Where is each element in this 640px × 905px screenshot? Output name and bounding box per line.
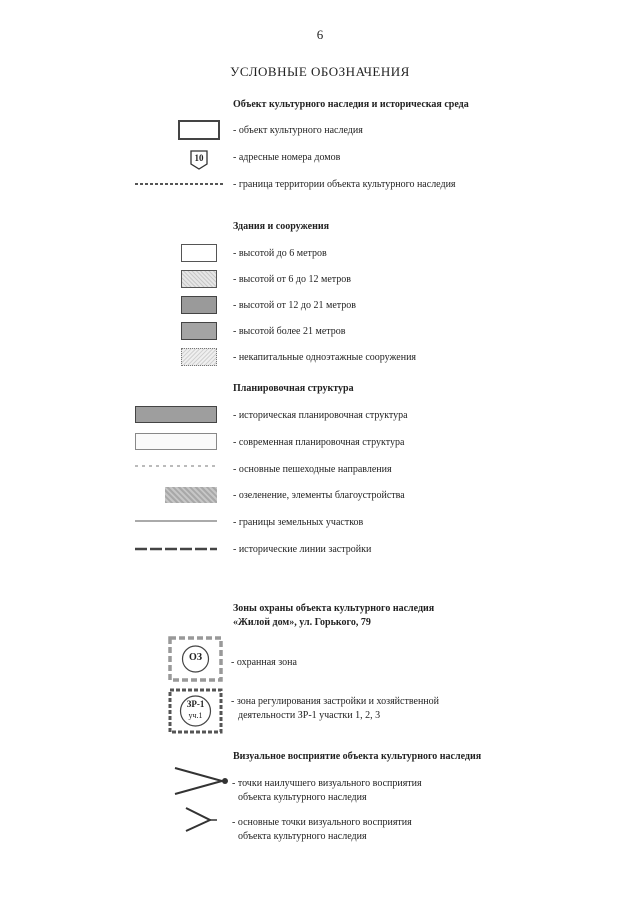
temporary-structure-symbol [181,348,217,366]
pedestrian-directions-symbol [135,463,217,469]
legend-label-heritage-boundary: - граница территории объекта культурного наследия [233,179,456,190]
section-heading-heritage: Объект культурного наследия и историческая среда [233,99,469,110]
legend-label-heritage-object: - объект культурного наследия [233,125,363,136]
legend-label-building-up-to-6: - высотой до 6 метров [233,248,327,259]
heritage-object-symbol [178,120,220,140]
section-heading-visual: Визуальное восприятие объекта культурного наследия [233,751,482,762]
building-height-12-21-symbol [181,296,217,314]
legend-label-protection-zone: - охранная зона [231,657,297,668]
section-heading-planning: Планировочная структура [233,383,354,394]
regulation-zone-plot: уч.1 [188,711,203,720]
section-heading-zones-line1: Зоны охраны объекта культурного наследия [233,603,435,614]
legend-label-land-plot-boundaries: - границы земельных участков [233,517,364,528]
historic-building-lines-symbol [135,546,217,552]
protection-zone-code: ОЗ [188,652,203,663]
legend-label-best-viewpoints-line1: - точки наилучшего визуального восприятия [232,778,422,789]
modern-planning-structure-symbol [135,433,217,450]
legend-label-main-viewpoints-line1: - основные точки визуального восприятия [232,817,412,828]
greenery-symbol [165,487,217,503]
legend-label-greenery: - озеленение, элементы благоустройства [233,490,405,501]
building-height-6-12-symbol [181,270,217,288]
legend-label-regulation-zone-line2: деятельности ЗР-1 участки 1, 2, 3 [238,710,381,721]
legend-label-building-12-21: - высотой от 12 до 21 метров [233,300,356,311]
house-number-text: 10 [194,153,204,163]
legend-label-temporary-structures: - некапитальные одноэтажные сооружения [233,352,417,363]
legend-label-house-numbers: - адресные номера домов [233,152,341,163]
main-viewpoint-icon [180,805,220,833]
page-number: 6 [316,27,324,42]
building-height-up-to-6-symbol [181,244,217,262]
legend-label-best-viewpoints-line2: объекта культурного наследия [238,792,367,803]
land-plot-boundary-symbol [135,519,217,523]
legend-label-historic-planning: - историческая планировочная структура [233,410,408,421]
legend-label-regulation-zone-line1: - зона регулирования застройки и хозяйственной [231,696,440,707]
best-viewpoint-icon [170,765,232,797]
building-height-over-21-symbol [181,322,217,340]
legend-label-building-over-21: - высотой более 21 метров [233,326,346,337]
section-heading-buildings: Здания и сооружения [233,221,330,232]
legend-label-historic-building-lines: - исторические линии застройки [233,544,372,555]
page-title: УСЛОВНЫЕ ОБОЗНАЧЕНИЯ [230,64,410,79]
heritage-boundary-line-symbol [135,181,225,187]
section-heading-zones-line2: «Жилой дом», ул. Горького, 79 [233,617,371,628]
historic-planning-structure-symbol [135,406,217,423]
legend-label-modern-planning: - современная планировочная структура [233,437,405,448]
legend-label-pedestrian-directions: - основные пешеходные направления [233,464,392,475]
legend-label-building-6-12: - высотой от 6 до 12 метров [233,274,351,285]
legend-label-main-viewpoints-line2: объекта культурного наследия [238,831,367,842]
regulation-zone-code: ЗР-1 [186,699,205,709]
